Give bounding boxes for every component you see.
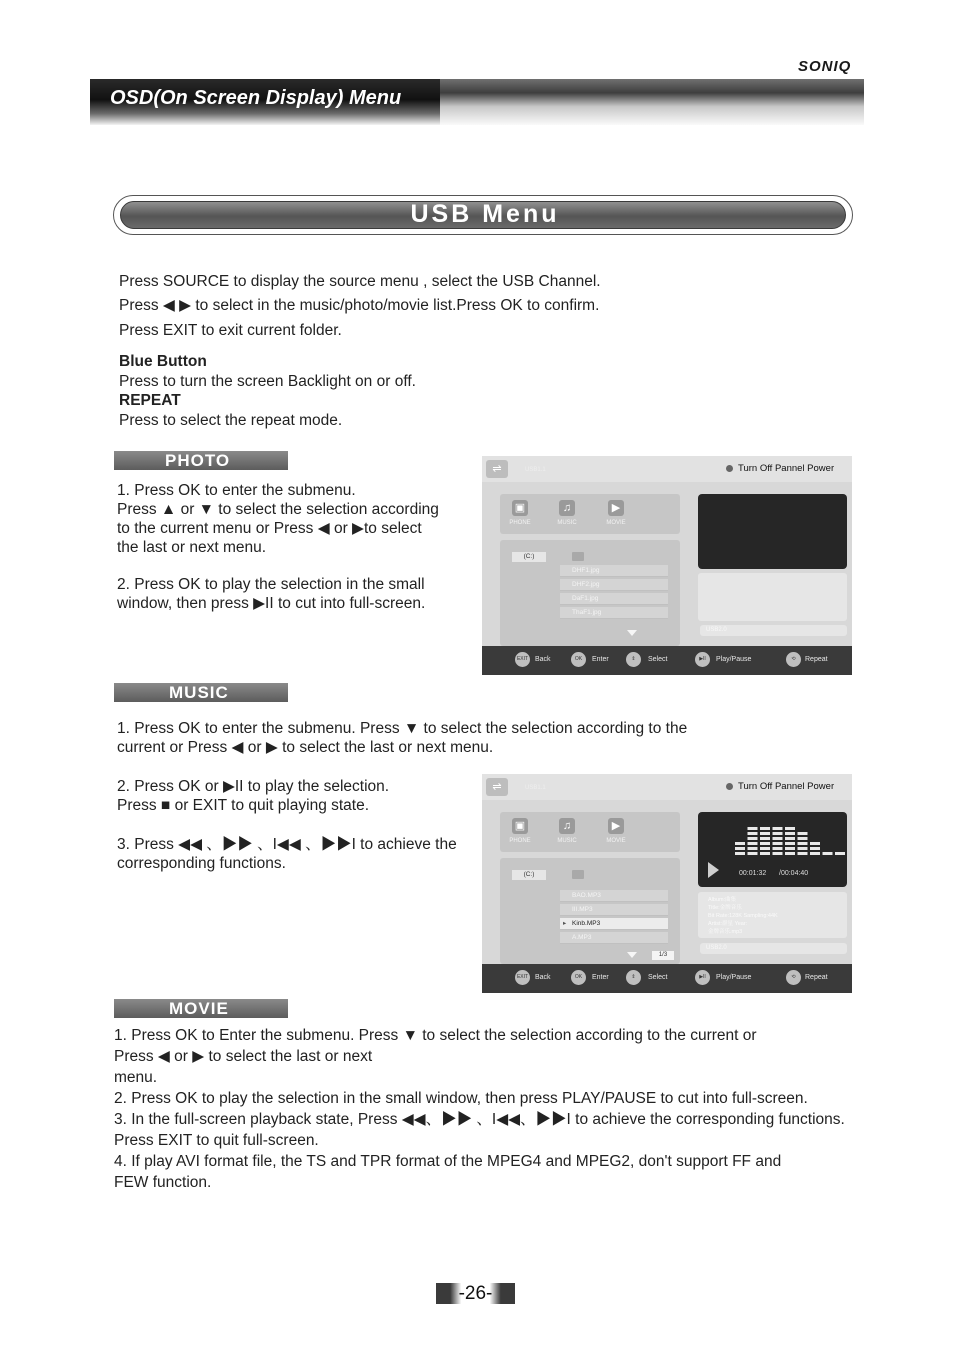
player-window [698, 812, 847, 887]
photo-icon: ▣ [512, 818, 528, 834]
equalizer-segment [760, 847, 770, 850]
brand-logo: SONIQ [798, 58, 852, 75]
category-box [500, 494, 680, 534]
equalizer-segment [760, 827, 770, 830]
photo-line-3: to the current menu or Press ◀ or ▶to select [117, 520, 422, 537]
music-line-4: Press ■ or EXIT to quit playing state. [117, 797, 370, 814]
play-pause-label: Play/Pause [716, 974, 752, 981]
equalizer-segment [748, 832, 758, 835]
folder-icon [572, 870, 584, 879]
enter-label: Enter [592, 656, 609, 663]
equalizer-segment [735, 842, 745, 845]
film-icon: ▶ [608, 818, 624, 834]
folder-icon [572, 552, 584, 561]
list-item[interactable]: DHF1.jpg [560, 565, 668, 577]
equalizer-segment [810, 842, 820, 845]
equalizer-segment [823, 852, 833, 855]
music-line-3: 2. Press OK or ▶II to play the selection. [117, 778, 390, 795]
play-pause-icon[interactable]: ▶II [695, 970, 710, 985]
elapsed-time: 00:01:32 [739, 870, 767, 877]
equalizer-graphic [698, 812, 847, 887]
equalizer-segment [773, 827, 783, 830]
play-pause-icon[interactable]: ▶II [695, 652, 710, 667]
intro-line-2: Press ◀ ▶ to select in the music/photo/movie list.Press OK to confirm. [119, 297, 600, 314]
equalizer-segment [748, 827, 758, 830]
equalizer-segment [785, 847, 795, 850]
equalizer-segment [773, 832, 783, 835]
category-movie[interactable]: ▶ MOVIE [606, 820, 626, 844]
list-item[interactable]: BAO.MP3 [560, 890, 668, 902]
drive-label[interactable]: (C:) [512, 552, 546, 562]
scroll-down-icon[interactable] [627, 630, 637, 636]
usb-label: USB1.1 [525, 785, 546, 791]
list-item-selected[interactable]: ▸ Kinb.MP3 [560, 918, 668, 930]
equalizer-segment [798, 847, 808, 850]
scroll-down-icon[interactable] [627, 952, 637, 958]
info-panel [698, 892, 847, 938]
equalizer-segment [748, 837, 758, 840]
photo-label: PHOTO [165, 451, 231, 470]
list-item[interactable]: DHF2.jpg [560, 579, 668, 591]
photo-line-5: 2. Press OK to play the selection in the small [117, 576, 425, 593]
list-item[interactable]: ThaF1.jpg [560, 607, 668, 619]
usb-bar: USB2.0 [700, 943, 847, 954]
list-item[interactable]: DaF1.jpg [560, 593, 668, 605]
info-album: Album:曲集 [708, 897, 737, 903]
power-dot-icon [726, 465, 733, 472]
equalizer-segment [798, 852, 808, 855]
equalizer-segment [785, 837, 795, 840]
repeat-heading: REPEAT [119, 392, 181, 409]
enter-label: Enter [592, 974, 609, 981]
select-icon[interactable]: ⇕ [626, 652, 641, 667]
page-number: -26- [436, 1283, 515, 1304]
equalizer-segment [748, 852, 758, 855]
play-icon[interactable] [708, 862, 719, 878]
file-list [500, 540, 680, 646]
equalizer-segment [760, 842, 770, 845]
equalizer-segment [748, 842, 758, 845]
equalizer-segment [773, 852, 783, 855]
intro-line-3: Press EXIT to exit current folder. [119, 322, 342, 339]
equalizer-segment [810, 852, 820, 855]
select-label: Select [648, 974, 668, 981]
movie-line-8: FEW function. [114, 1174, 212, 1191]
equalizer-segment [798, 832, 808, 835]
info-panel [698, 573, 847, 621]
equalizer-segment [735, 847, 745, 850]
music-label: MUSIC [169, 683, 229, 702]
equalizer-segment [785, 827, 795, 830]
back-label: Back [535, 974, 551, 981]
usb-bar: USB2.0 [700, 625, 847, 636]
photo-icon: ▣ [512, 500, 528, 516]
blue-button-text: Press to turn the screen Backlight on or off. [119, 373, 416, 390]
equalizer-segment [773, 847, 783, 850]
movie-line-4: 2. Press OK to play the selection in the small window, then press PLAY/PAUSE to cut into full-screen. [114, 1090, 808, 1107]
usb-icon: ⇌ [486, 460, 508, 478]
equalizer-segment [785, 832, 795, 835]
music-line-1: 1. Press OK to enter the submenu. Press ▼ to select the selection according to the [117, 720, 688, 737]
repeat-label: Repeat [805, 656, 828, 663]
equalizer-segment [835, 852, 845, 855]
intro-line-1: Press SOURCE to display the source menu , select the USB Channel. [119, 273, 601, 290]
movie-line-3: menu. [114, 1069, 158, 1086]
category-phone[interactable]: ▣ PHONE [509, 502, 531, 526]
equalizer-segment [785, 852, 795, 855]
photo-line-2: Press ▲ or ▼ to select the selection according [117, 501, 439, 518]
equalizer-segment [748, 847, 758, 850]
select-icon[interactable]: ⇕ [626, 970, 641, 985]
photo-line-6: window, then press ▶II to cut into full-screen. [117, 595, 426, 612]
section-title: OSD(On Screen Display) Menu [110, 87, 402, 109]
movie-line-2: Press ◀ or ▶ to select the last or next [114, 1048, 373, 1065]
headphones-icon: ♫ [559, 500, 575, 516]
movie-line-7: 4. If play AVI format file, the TS and TPR format of the MPEG4 and MPEG2, don't support FF and [114, 1153, 782, 1170]
page-title: USB Menu [410, 200, 560, 228]
music-line-5: 3. Press ◀◀ 、▶▶ 、I◀◀ 、▶▶I to achieve the [117, 836, 457, 853]
ok-icon[interactable]: OK [571, 970, 586, 985]
power-text: Turn Off Pannel Power [738, 781, 835, 792]
info-bitrate: Bit Rate:128K Sampling:44K [708, 913, 778, 919]
equalizer-segment [760, 837, 770, 840]
play-pause-label: Play/Pause [716, 656, 752, 663]
control-bar [482, 964, 852, 993]
film-icon: ▶ [608, 500, 624, 516]
total-time: /00:04:40 [779, 870, 809, 877]
control-bar [482, 646, 852, 675]
info-title: Title:金牌音乐 [708, 905, 742, 911]
power-text: Turn Off Pannel Power [738, 463, 835, 474]
preview-window [698, 494, 847, 569]
file-list [500, 858, 680, 964]
repeat-icon[interactable]: ⟲ [786, 970, 801, 985]
repeat-icon[interactable]: ⟲ [786, 652, 801, 667]
photo-screen [482, 456, 852, 675]
music-line-2: current or Press ◀ or ▶ to select the last or next menu. [117, 739, 494, 756]
photo-line-4: the last or next menu. [117, 539, 267, 556]
repeat-label: Repeat [805, 974, 828, 981]
equalizer-segment [798, 837, 808, 840]
blue-button-heading: Blue Button [119, 353, 207, 370]
category-movie[interactable]: ▶ MOVIE [606, 502, 626, 526]
photo-line-1: 1. Press OK to enter the submenu. [117, 482, 356, 499]
equalizer-segment [760, 832, 770, 835]
play-marker-icon: ▸ [563, 920, 567, 927]
select-label: Select [648, 656, 668, 663]
info-artist: Artist:群星 Year: [708, 921, 748, 927]
power-dot-icon [726, 783, 733, 790]
exit-icon[interactable]: EXIT [515, 652, 530, 667]
equalizer-segment [735, 852, 745, 855]
list-item[interactable]: A.MP3 [560, 932, 668, 944]
equalizer-segment [785, 842, 795, 845]
back-label: Back [535, 656, 551, 663]
category-phone[interactable]: ▣ PHONE [509, 820, 531, 844]
usb-label: USB1.1 [525, 467, 546, 473]
repeat-text: Press to select the repeat mode. [119, 412, 343, 429]
equalizer-segment [810, 847, 820, 850]
list-item[interactable]: III.MP3 [560, 904, 668, 916]
category-music[interactable]: ♫ MUSIC [557, 502, 577, 526]
movie-label: MOVIE [169, 999, 229, 1018]
ok-icon[interactable]: OK [571, 652, 586, 667]
equalizer-segment [773, 837, 783, 840]
music-screen [482, 774, 852, 993]
category-box [500, 812, 680, 852]
equalizer-segment [773, 842, 783, 845]
equalizer-segment [798, 842, 808, 845]
exit-icon[interactable]: EXIT [515, 970, 530, 985]
movie-line-6: Press EXIT to quit full-screen. [114, 1132, 319, 1149]
info-filename: 金牌音乐.mp3 [708, 929, 743, 935]
headphones-icon: ♫ [559, 818, 575, 834]
page-indicator: 1/3 [652, 951, 674, 960]
equalizer-segment [760, 852, 770, 855]
drive-label[interactable]: (C:) [512, 870, 546, 880]
movie-line-1: 1. Press OK to Enter the submenu. Press ▼ to select the selection according to the current or [114, 1027, 757, 1044]
music-line-6: corresponding functions. [117, 855, 286, 872]
usb-icon: ⇌ [486, 778, 508, 796]
category-music[interactable]: ♫ MUSIC [557, 820, 577, 844]
movie-line-5: 3. In the full-screen playback state, Press ◀◀、▶▶ 、I◀◀、▶▶I to achieve the corresponding functions. [114, 1111, 845, 1128]
